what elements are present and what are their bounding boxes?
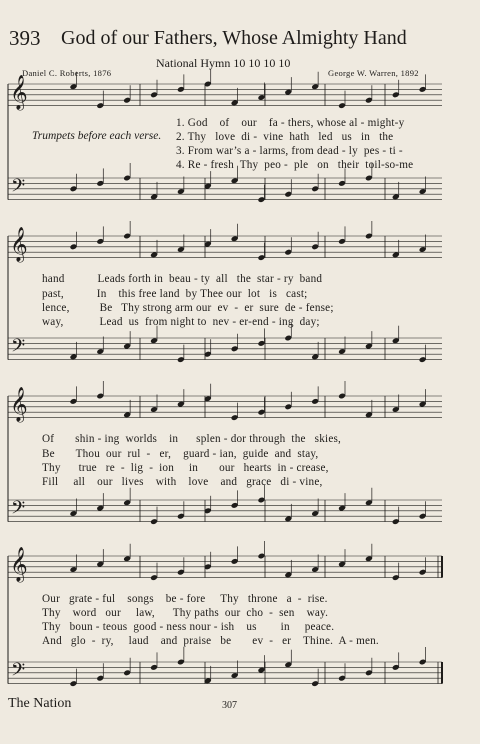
lyric-line: Of shin - ing worlds in splen - dor through the skies,	[42, 433, 342, 445]
lyric-line: past, In this free land by Thee our lot is cast;	[42, 288, 308, 300]
bass-clef-icon: 𝄢	[11, 336, 26, 361]
lyric-line: Our grate - ful songs be - fore Thy throne a - rise.	[42, 593, 328, 605]
bass-clef-icon: 𝄢	[11, 660, 26, 685]
page-number: 307	[222, 700, 237, 711]
lyric-line: And glo - ry, laud and praise be ev - er Thine. A - men.	[42, 635, 379, 647]
treble-clef-icon: 𝄞	[10, 227, 28, 262]
lyric-line: 1. God of our fa - thers, whose al - might-y	[176, 117, 405, 129]
lyric-line: Fill all our lives with love and grace di - vine,	[42, 476, 323, 488]
lyric-line: 4. Re - fresh Thy peo - ple on their toil-so-me	[176, 159, 414, 171]
lyric-line: Thy boun - teous good - ness nour - ish us in peace.	[42, 621, 335, 633]
lyric-line: 3. From war’s a - larms, from dead - ly pes - ti -	[176, 145, 403, 157]
lyric-line: Be Thou our rul - er, guard - ian, guide and stay,	[42, 448, 319, 460]
tune-name: National Hymn 10 10 10 10	[156, 56, 291, 70]
lyric-line: Thy true re - lig - ion in our hearts in - crease,	[42, 462, 329, 474]
bass-clef-icon: 𝄢	[11, 176, 26, 201]
hymn-number: 393	[9, 26, 41, 50]
bass-clef-icon: 𝄢	[11, 498, 26, 523]
composer-credit: George W. Warren, 1892	[328, 68, 419, 78]
lyric-line: 2. Thy love di - vine hath led us in the	[176, 131, 394, 143]
section-name: The Nation	[8, 696, 72, 711]
hymn-title: God of our Fathers, Whose Almighty Hand	[61, 27, 407, 49]
treble-clef-icon: 𝄞	[10, 547, 28, 582]
lyric-line: way, Lead us from night to nev - er-end - ing day;	[42, 316, 320, 328]
treble-clef-icon: 𝄞	[10, 75, 28, 110]
author-credit: Daniel C. Roberts, 1876	[22, 68, 112, 78]
lyric-line: Thy word our law, Thy paths our cho - sen way.	[42, 607, 329, 619]
lyric-line: lence, Be Thy strong arm our ev - er sure de - fense;	[42, 302, 334, 314]
treble-clef-icon: 𝄞	[10, 387, 28, 422]
lyric-line: hand Leads forth in beau - ty all the star - ry band	[42, 273, 323, 285]
performance-instruction: Trumpets before each verse.	[32, 130, 162, 142]
